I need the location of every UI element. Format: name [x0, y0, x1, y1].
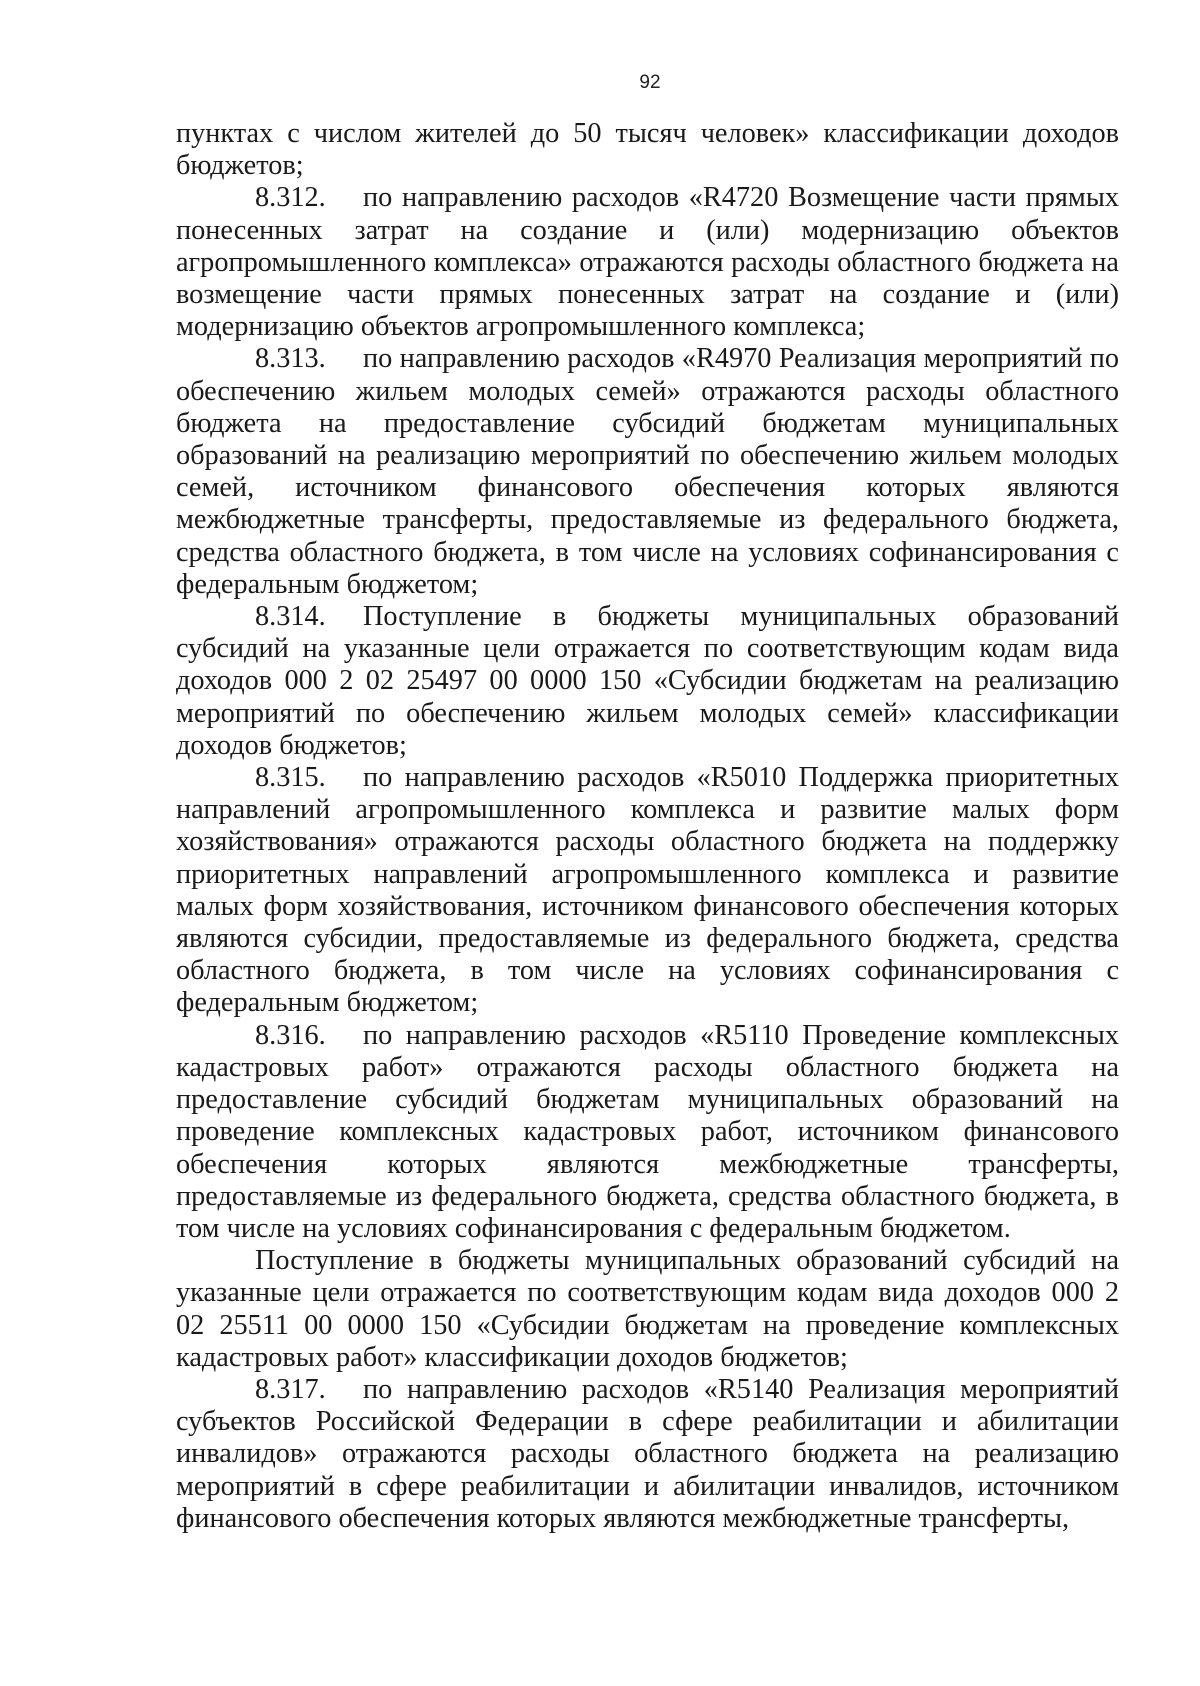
paragraph — [176, 343, 1119, 601]
paragraph — [176, 1245, 1119, 1374]
paragraph — [176, 182, 1119, 343]
paragraph — [176, 1374, 1119, 1535]
clause-number: 8.314. — [255, 601, 326, 633]
paragraph — [176, 118, 1119, 182]
clause-number: 8.312. — [255, 182, 326, 214]
paragraph — [176, 1020, 1119, 1245]
clause-number: 8.317. — [255, 1373, 326, 1405]
paragraph-text: по направлению расходов «R4720 Возмещение части прямых понесенных затрат на создание и (или) модернизацию объектов агропромышленного комплекса» отражаются расходы областного бюджета на возмещение части прямых понесенных затрат на создание и (или) модернизацию объектов агропромышленного комплекса; — [176, 182, 1119, 343]
paragraph-text: по направлению расходов «R4970 Реализация мероприятий по обеспечению жильем молодых семей» отражаются расходы областного бюджета на предоставление субсидий бюджетам муниципальных образований на реализацию мероприятий по обеспечению жильем молодых семей, источником финансового обеспечения которых являются межбюджетные трансферты, предоставляемые из федерального бюджета, средства областного бюджета, в том числе на условиях софинансирования с федеральным бюджетом; — [176, 343, 1119, 600]
paragraph — [176, 601, 1119, 762]
clause-number: 8.313. — [255, 343, 326, 375]
paragraph-text: по направлению расходов «R5140 Реализация мероприятий субъектов Российской Федерации в сфере реабилитации и абилитации инвалидов» отражаются расходы областного бюджета на реализацию мероприятий в сфере реабилитации и абилитации инвалидов, источником финансового обеспечения которых являются межбюджетные трансферты, — [176, 1373, 1119, 1534]
clause-number: 8.316. — [255, 1019, 326, 1051]
paragraph-text: Поступление в бюджеты муниципальных образований субсидий на указанные цели отражается по соответствующим кодам вида доходов 000 2 02 25497 00 0000 150 «Субсидии бюджетам на реализацию мероприятий по обеспечению жильем молодых семей» классификации доходов бюджетов; — [176, 601, 1119, 761]
document-body — [176, 118, 1119, 1535]
paragraph-text: Поступление в бюджеты муниципальных образований субсидий на указанные цели отражается по соответствующим кодам вида доходов 000 2 02 25511 00 0000 150 «Субсидии бюджетам на проведение комплексных кадастровых работ» классификации доходов бюджетов; — [176, 1245, 1119, 1373]
clause-number: 8.315. — [255, 762, 326, 794]
paragraph-text: по направлению расходов «R5010 Поддержка приоритетных направлений агропромышленного комплекса и развитие малых форм хозяйствования» отражаются расходы областного бюджета на поддержку приоритетных направлений агропромышленного комплекса и развитие малых форм хозяйствования, источником финансового обеспечения которых являются субсидии, предоставляемые из федерального бюджета, средства областного бюджета, в том числе на условиях софинансирования с федеральным бюджетом; — [176, 762, 1119, 1019]
paragraph — [176, 762, 1119, 1020]
paragraph-text: пунктах с числом жителей до 50 тысяч человек» классификации доходов бюджетов; — [176, 118, 1119, 182]
page-number: 92 — [639, 72, 661, 93]
paragraph-text: по направлению расходов «R5110 Проведение комплексных кадастровых работ» отражаются расходы областного бюджета на предоставление субсидий бюджетам муниципальных образований на проведение комплексных кадастровых работ, источником финансового обеспечения которых являются межбюджетные трансферты, предоставляемые из федерального бюджета, средства областного бюджета, в том числе на условиях софинансирования с федеральным бюджетом. — [176, 1019, 1119, 1244]
